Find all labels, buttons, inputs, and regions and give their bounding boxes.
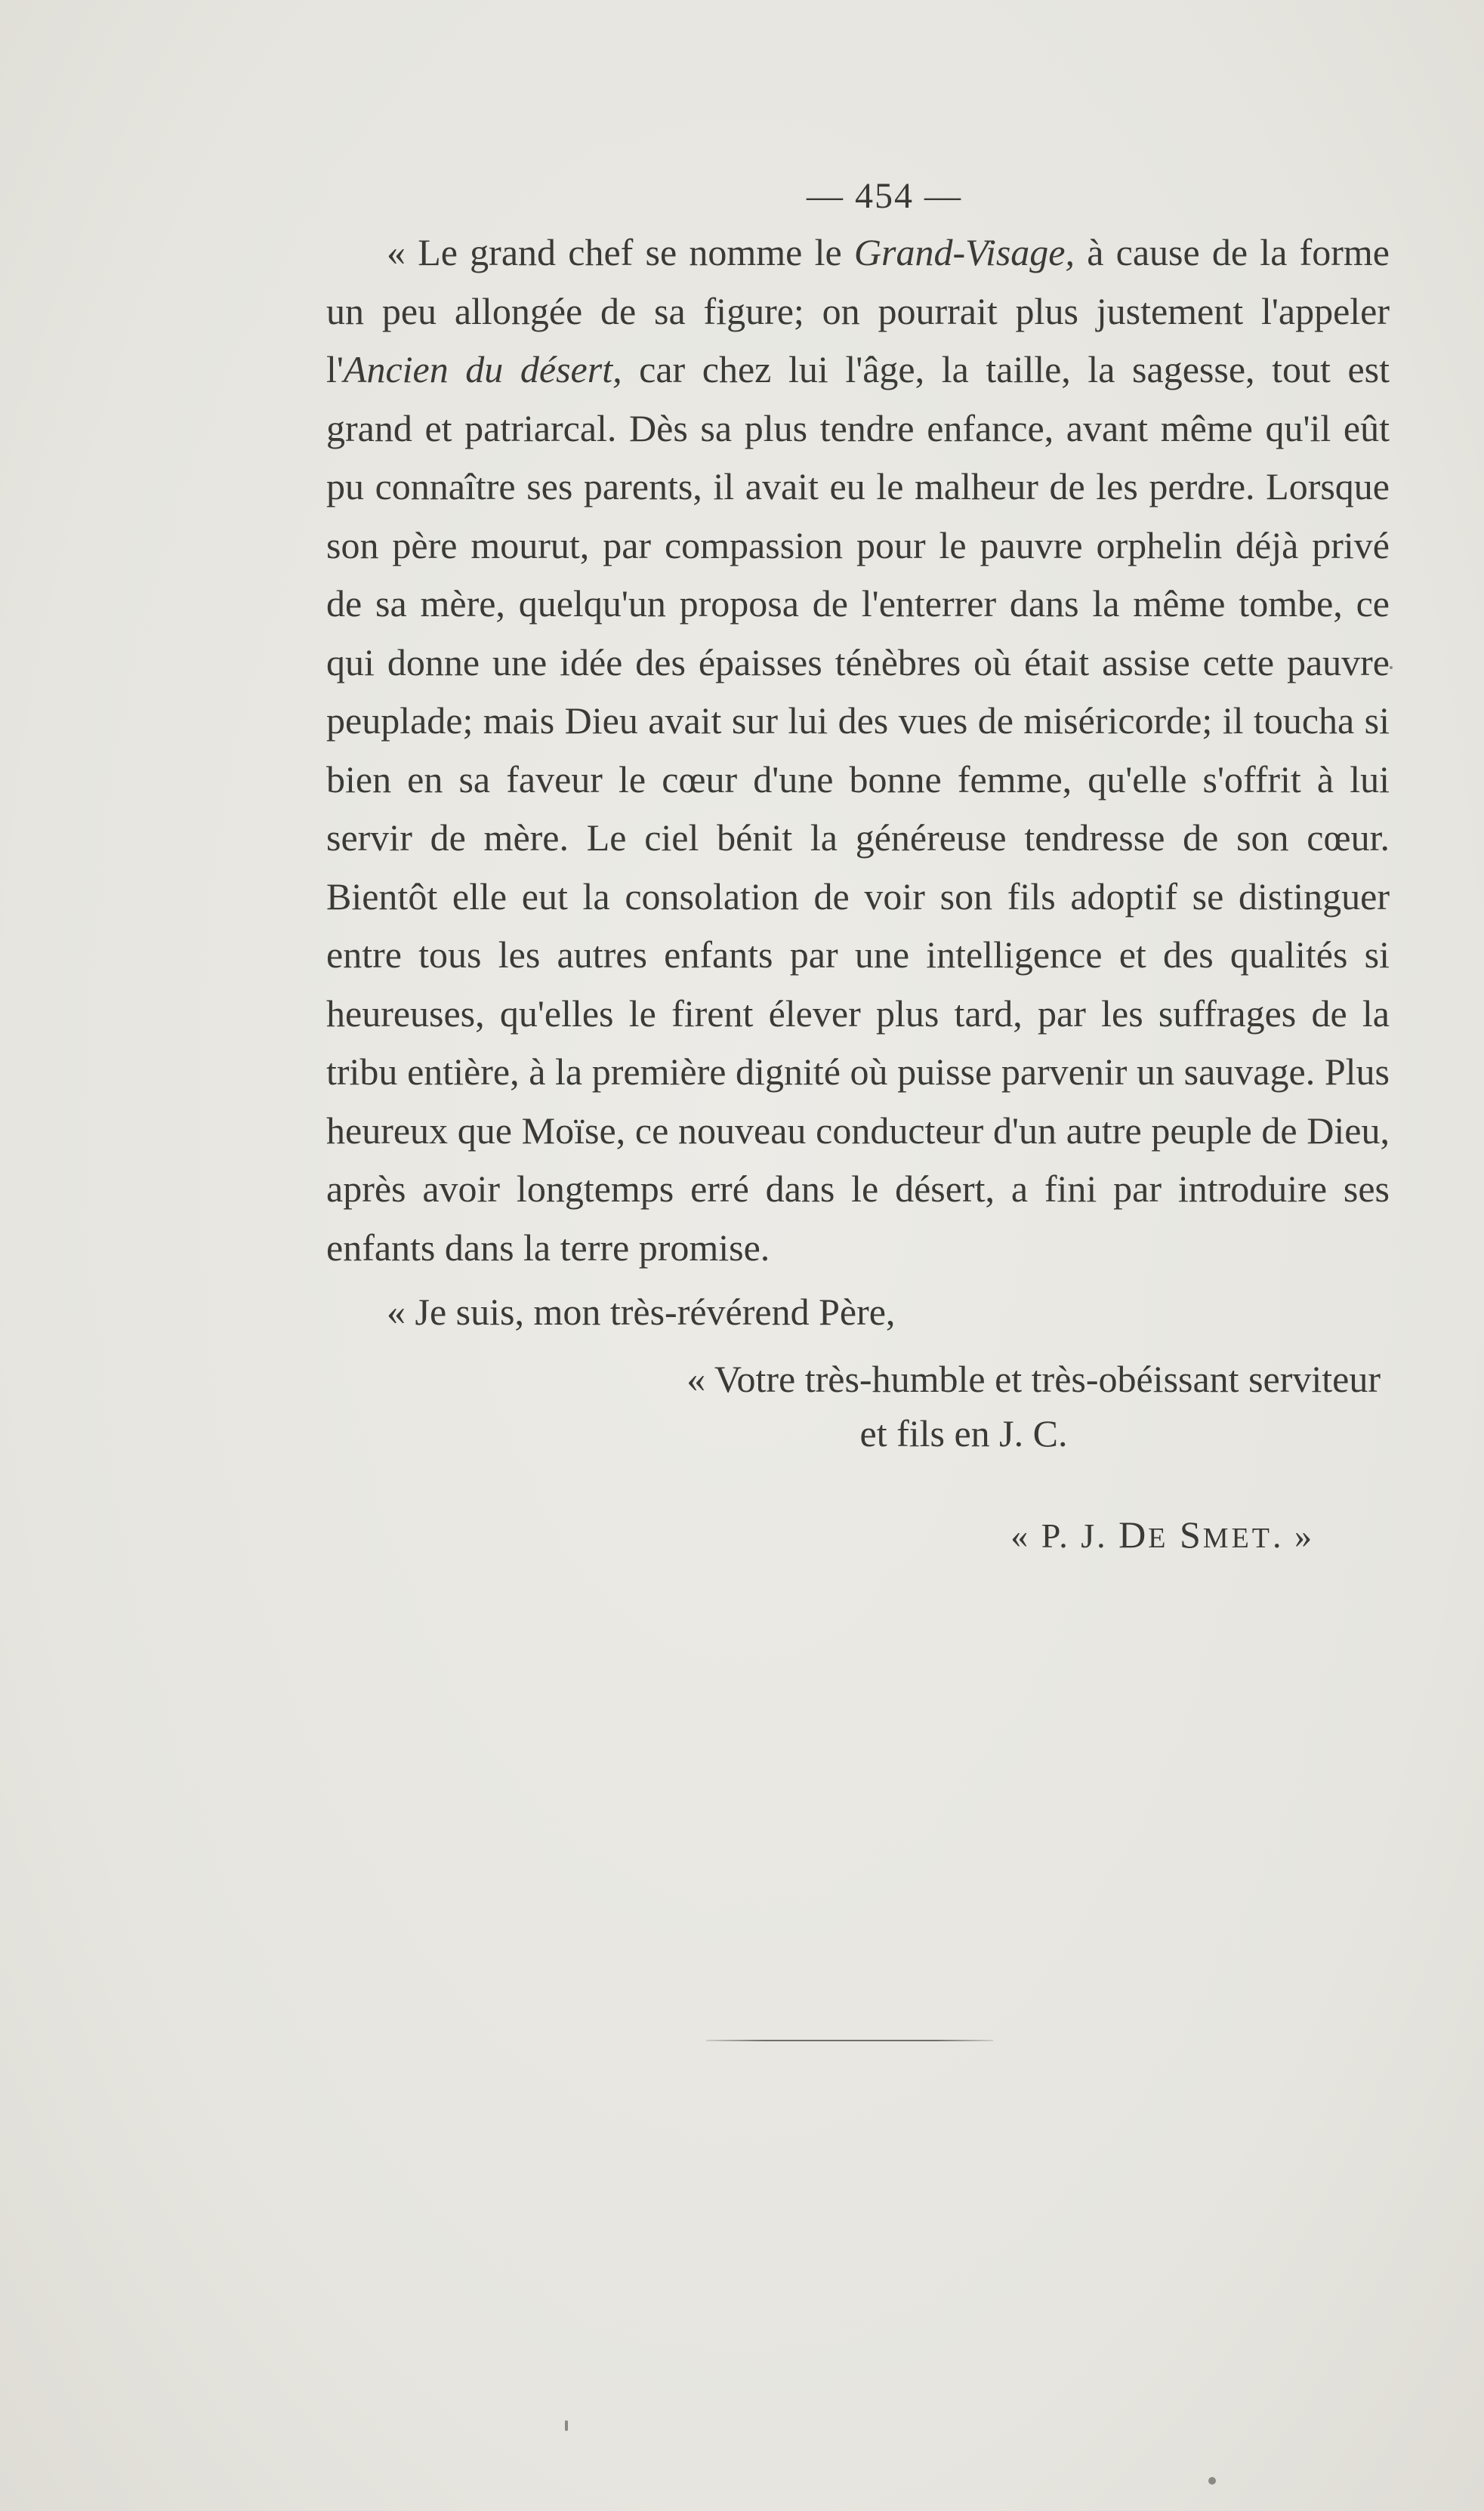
paragraph-text-1: Le grand chef se nomme le: [406, 231, 854, 273]
signature-space: [1168, 1516, 1180, 1555]
chief-name: Grand-Visage,: [853, 231, 1075, 273]
signature-small-e: E: [1148, 1522, 1169, 1554]
open-quote: «: [387, 231, 406, 273]
signature-initial-d: D: [1118, 1513, 1149, 1556]
letter-paragraph: [326, 224, 1390, 1277]
signature-initial-s: S: [1179, 1513, 1203, 1556]
paragraph-text-3: car chez lui l'âge, la taille, la sagesse, tout est grand et patriarcal. Dès sa plus tendre enfance, avant même qu'il eût pu connaître ses parents, il avait eu le malheur de les perdre. Lorsque son père mourut, par compassion pour le pauvre orphelin déjà privé de sa mère, quelqu'un proposa de l'enterrer dans la même tombe, ce qui donne une idée des épaisses ténèbres où était assise cette pauvre peuplade; mais Dieu avait sur lui des vues de miséricorde; il toucha si bien en sa faveur le cœur d'une bonne femme, qu'elle s'offrit à lui servir de mère. Le ciel bénit la généreuse tendresse de son cœur. Bientôt elle eut la consolation de voir son fils adoptif se distinguer entre tous les autres enfants par une intelligence et des qualités si heureuses, qu'elles le firent élever plus tard, par les suffrages de la tribu entière, à la première dignité où puisse parvenir un sauvage. Plus heureux que Moïse, ce nouveau conducteur d'un autre peuple de Dieu, après avoir longtemps erré dans le désert, a fini par introduire ses enfants dans la terre promise.: [326, 348, 1390, 1269]
end-rule: [706, 2040, 993, 2041]
valediction-line-2: et fils en J. C.: [859, 1412, 1068, 1454]
signature-suffix: . »: [1273, 1516, 1314, 1555]
closing-line: « Je suis, mon très-révérend Père,: [387, 1291, 896, 1333]
chief-title: Ancien du désert,: [343, 348, 622, 390]
signature-small-met: MET: [1202, 1522, 1273, 1554]
signature: [326, 1507, 1390, 1566]
paragraph-text-2: à cause de la forme un peu allongée de sa figure; on pourrait plus justement l'appeler l': [326, 231, 1390, 390]
paper-speck: [1208, 2477, 1216, 2485]
paper-speck: [1390, 666, 1393, 669]
valediction-line-1: « Votre très-humble et très-obéissant serviteur: [686, 1358, 1381, 1400]
signature-prefix: « P. J.: [1010, 1516, 1119, 1555]
paper-speck: [565, 2420, 568, 2431]
page-text: [326, 169, 1390, 1566]
page-number: — 454 —: [807, 176, 962, 216]
